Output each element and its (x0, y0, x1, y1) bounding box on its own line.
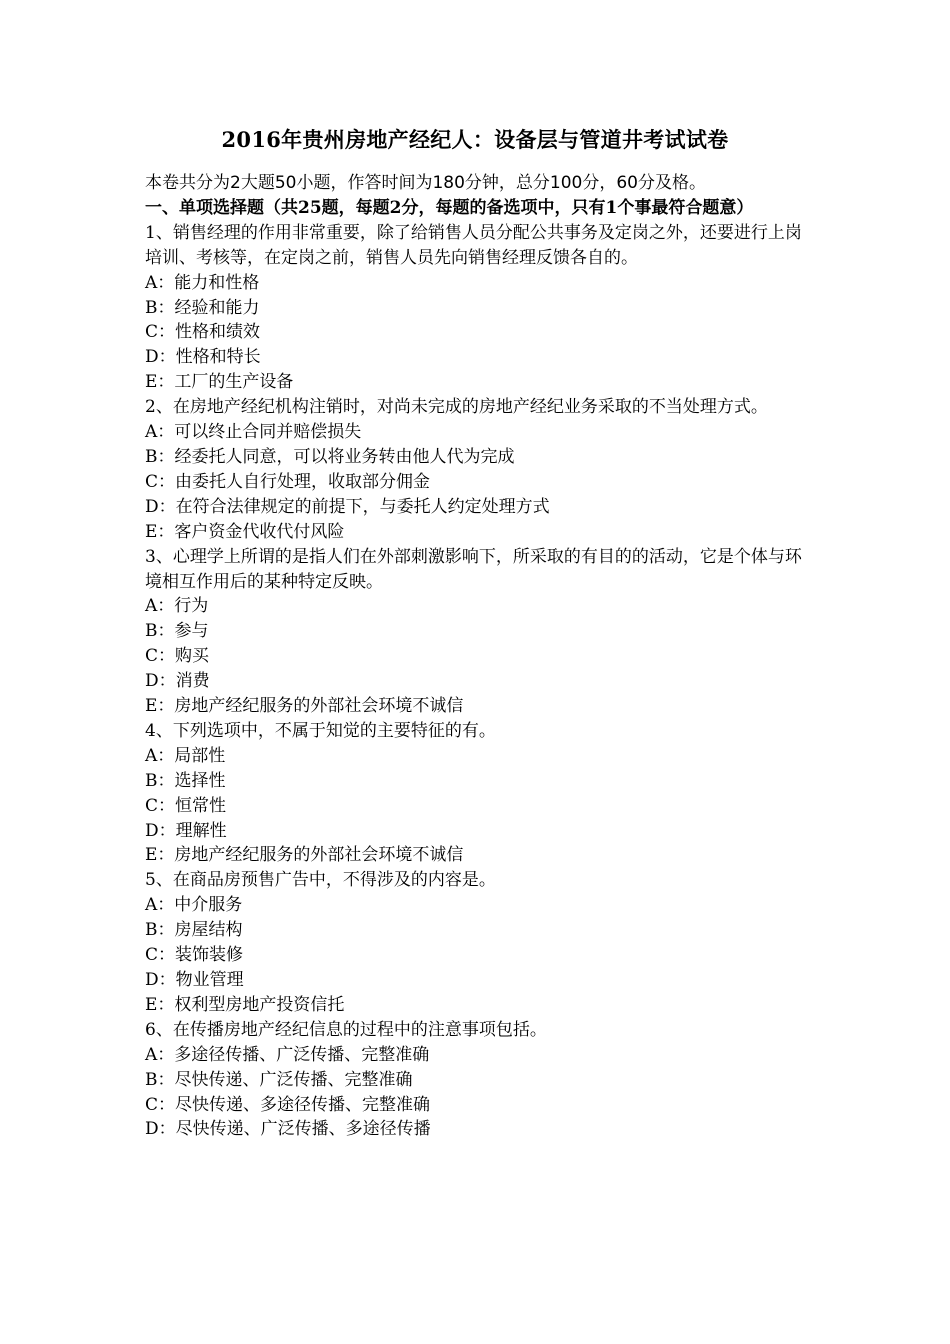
answer-option: B：尽快传递、广泛传播、完整准确 (145, 1069, 413, 1090)
answer-option: E：房地产经纪服务的外部社会环境不诚信 (145, 845, 464, 866)
answer-option: D：消费 (145, 671, 210, 692)
question-block (145, 395, 810, 544)
answer-option: B：经委托人同意，可以将业务转由他人代为完成 (145, 446, 515, 467)
answer-option: C：性格和绩效 (145, 322, 261, 343)
exam-summary: 本卷共分为2大题50小题，作答时间为180分钟，总分100分，60分及格。 (145, 173, 706, 193)
answer-option: D：理解性 (145, 820, 227, 841)
question-stem: 2、在房地产经纪机构注销时，对尚未完成的房地产经纪业务采取的不当处理方式。 (145, 397, 768, 418)
question-block (145, 221, 810, 395)
question-stem: 5、在商品房预售广告中，不得涉及的内容是。 (145, 870, 496, 891)
answer-option: C：购买 (145, 646, 210, 667)
answer-option: E：工厂的生产设备 (145, 372, 294, 393)
answer-option: B：参与 (145, 621, 209, 642)
answer-option: B：经验和能力 (145, 297, 260, 318)
answer-option: A：中介服务 (145, 895, 243, 916)
answer-option: B：选择性 (145, 770, 226, 791)
answer-option: D：性格和特长 (145, 347, 261, 368)
question-block (145, 1018, 810, 1143)
question-block (145, 868, 810, 1017)
answer-option: D：物业管理 (145, 970, 244, 990)
question-stem: 1、销售经理的作用非常重要，除了给销售人员分配公共事务及定岗之外，还要进行上岗培训、考核等，在定岗之前，销售人员先向销售经理反馈各自的。 (145, 222, 802, 268)
answer-option: E：房地产经纪服务的外部社会环境不诚信 (145, 696, 464, 717)
answer-option: E：权利型房地产投资信托 (145, 994, 345, 1015)
answer-option: A：局部性 (145, 745, 226, 766)
answer-option: C：装饰装修 (145, 945, 244, 966)
section-heading: 一、单项选择题（共25题，每题2分，每题的备选项中，只有1个事最符合题意） (145, 197, 754, 218)
document-title: 2016年贵州房地产经纪人：设备层与管道井考试试卷 (221, 127, 729, 152)
answer-option: D：在符合法律规定的前提下，与委托人约定处理方式 (145, 496, 550, 517)
answer-option: C：尽快传递、多途径传播、完整准确 (145, 1094, 431, 1115)
answer-option: A：能力和性格 (145, 272, 260, 293)
question-stem: 6、在传播房地产经纪信息的过程中的注意事项包括。 (145, 1019, 547, 1040)
answer-option: A：可以终止合同并赔偿损失 (145, 422, 362, 443)
answer-option: C：恒常性 (145, 795, 227, 816)
question-stem: 4、下列选项中，不属于知觉的主要特征的有。 (145, 720, 496, 741)
answer-option: D：尽快传递、广泛传播、多途径传播 (145, 1119, 431, 1140)
answer-option: E：客户资金代收代付风险 (145, 521, 345, 542)
answer-option: C：由委托人自行处理，收取部分佣金 (145, 471, 431, 492)
answer-option: A：多途径传播、广泛传播、完整准确 (145, 1044, 430, 1065)
document-body (145, 171, 810, 1142)
answer-option: A：行为 (145, 596, 209, 617)
question-block (145, 719, 810, 868)
answer-option: B：房屋结构 (145, 920, 243, 941)
question-stem: 3、心理学上所谓的是指人们在外部刺激影响下，所采取的有目的的活动，它是个体与环境相互作用后的某种特定反映。 (145, 546, 802, 592)
question-block (145, 545, 810, 719)
